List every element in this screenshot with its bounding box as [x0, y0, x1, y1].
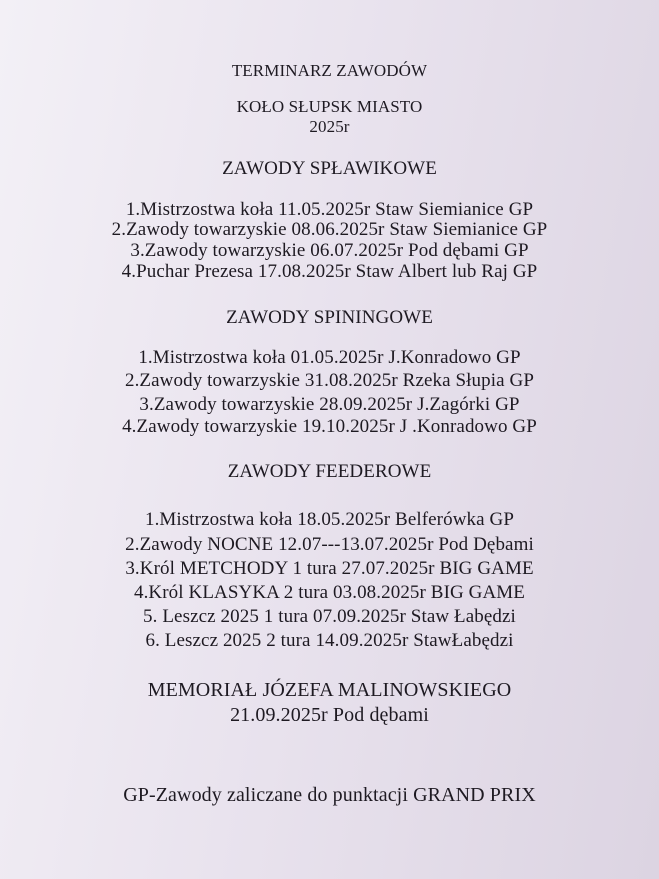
list-item: 1.Mistrzostwa koła 01.05.2025r J.Konradowo GP: [138, 347, 521, 368]
list-item: 2.Zawody towarzyskie 08.06.2025r Staw Siemianice GP: [111, 219, 548, 240]
list-item: 4.Puchar Prezesa 17.08.2025r Staw Albert lub Raj GP: [121, 261, 538, 282]
list-item: 3.Król METCHODY 1 tura 27.07.2025r BIG GAME: [125, 558, 534, 579]
list-item: 2.Zawody NOCNE 12.07---13.07.2025r Pod Dębami: [125, 534, 534, 555]
club-name: KOŁO SŁUPSK MIASTO: [236, 97, 423, 116]
section-heading-splawikowe: ZAWODY SPŁAWIKOWE: [222, 158, 437, 179]
section-heading-feederowe: ZAWODY FEEDEROWE: [227, 461, 432, 482]
list-item: 3.Zawody towarzyskie 28.09.2025r J.Zagórki GP: [139, 394, 520, 415]
memorial-date: 21.09.2025r Pod dębami: [230, 704, 429, 726]
list-item: 6. Leszcz 2025 2 tura 14.09.2025r StawŁabędzi: [145, 630, 514, 651]
list-item: 3.Zawody towarzyskie 06.07.2025r Pod dębami GP: [130, 240, 529, 261]
document-title: TERMINARZ ZAWODÓW: [231, 61, 428, 80]
list-item: 1.Mistrzostwa koła 18.05.2025r Belferówka GP: [144, 509, 515, 530]
section-heading-spiningowe: ZAWODY SPININGOWE: [226, 307, 433, 328]
season-year: 2025r: [309, 117, 350, 136]
footer-note: GP-Zawody zaliczane do punktacji GRAND PRIX: [123, 784, 536, 806]
list-item: 2.Zawody towarzyskie 31.08.2025r Rzeka Słupia GP: [124, 370, 534, 391]
list-item: 5. Leszcz 2025 1 tura 07.09.2025r Staw Łabędzi: [143, 606, 516, 627]
list-item: 1.Mistrzostwa koła 11.05.2025r Staw Siemianice GP: [125, 199, 534, 220]
list-item: 4.Zawody towarzyskie 19.10.2025r J .Konradowo GP: [122, 416, 537, 437]
list-item: 4.Król KLASYKA 2 tura 03.08.2025r BIG GAME: [133, 582, 526, 603]
memorial-title: MEMORIAŁ JÓZEFA MALINOWSKIEGO: [147, 679, 512, 701]
